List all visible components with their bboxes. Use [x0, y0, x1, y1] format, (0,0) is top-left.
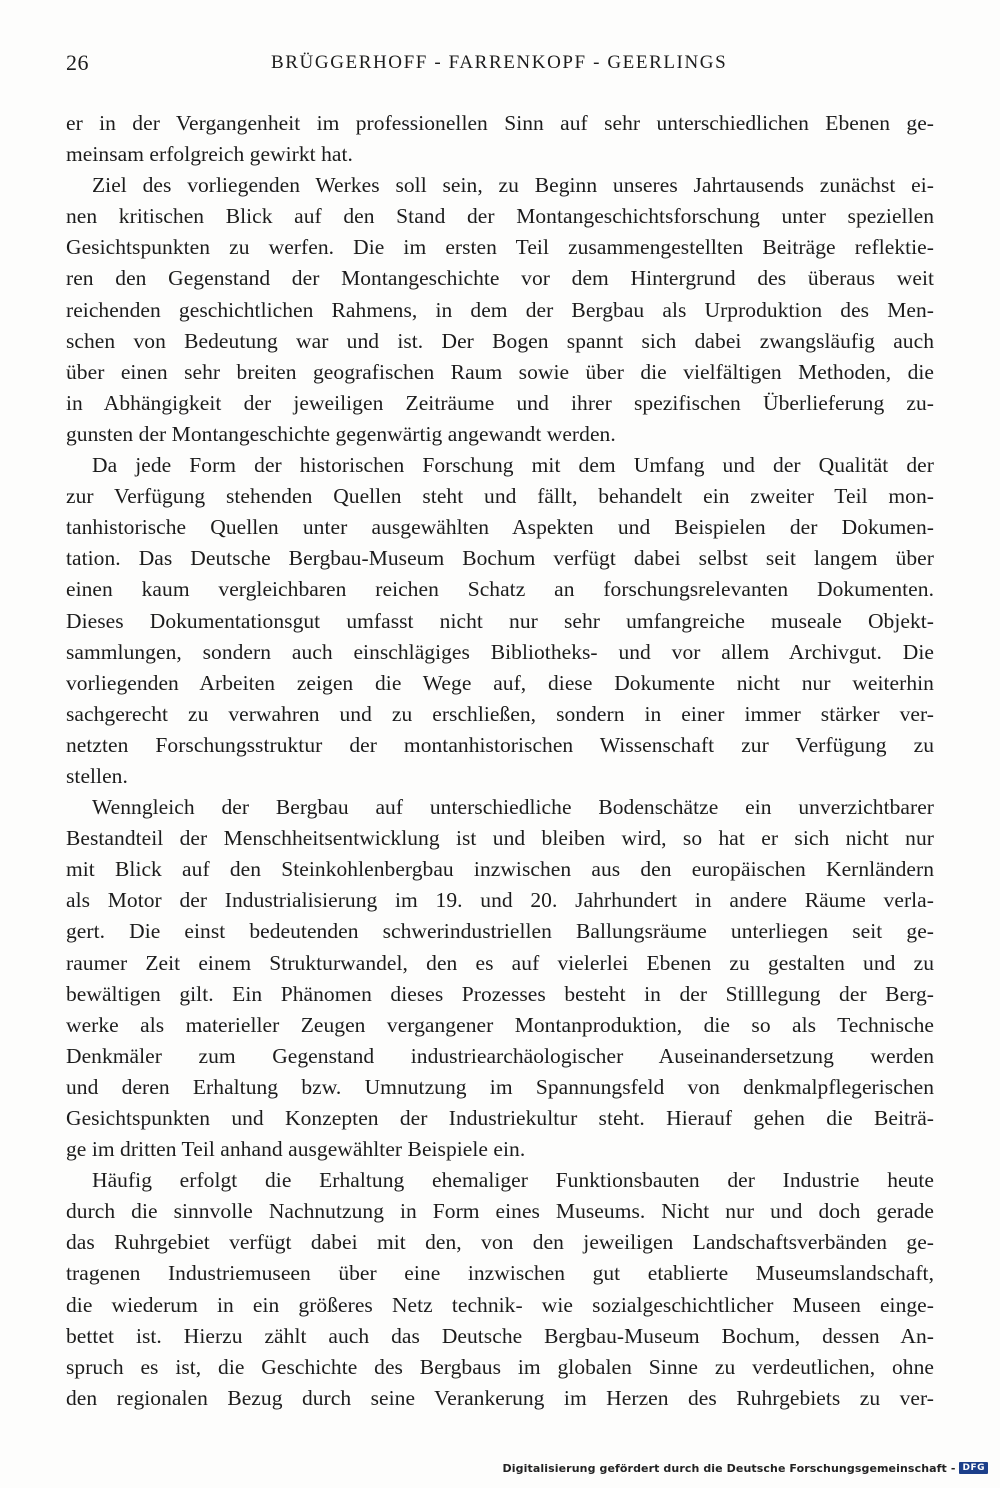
text-line: bettet ist. Hierzu zählt auch das Deutsche Bergbau-Museum Bochum, dessen An- — [66, 1323, 934, 1348]
text-line: tanhistorische Quellen unter ausgewählten Aspekten und Beispielen der Dokumen- — [66, 515, 934, 540]
text-line: raumer Zeit einem Strukturwandel, den es auf vielerlei Ebenen zu gestalten und zu — [66, 950, 934, 975]
text-line: Gesichtspunkten und Konzepten der Industriekultur steht. Hierauf gehen die Beiträ- — [66, 1106, 934, 1130]
text-line: er in der Vergangenheit im professionellen Sinn auf sehr unterschiedlichen Ebenen ge- — [66, 111, 934, 135]
text-line: sammlungen, sondern auch einschlägiges Bibliotheks- und vor allem Archivgut. Die — [66, 639, 934, 664]
text-line: den regionalen Bezug durch seine Verankerung im Herzen des Ruhrgebiets zu ver- — [66, 1385, 934, 1410]
dfg-logo: DFG — [959, 1462, 988, 1474]
text-line: Ziel des vorliegenden Werkes soll sein, zu Beginn unseres Jahrtausends zunächst ei- — [92, 173, 934, 198]
paragraph — [66, 170, 934, 450]
text-line: als Motor der Industrialisierung im 19. und 20. Jahrhundert in andere Räume verla- — [66, 888, 934, 913]
text-line: zur Verfügung stehenden Quellen steht und fällt, behandelt ein zweiter Teil mon- — [66, 484, 934, 509]
text-line: in Abhängigkeit der jeweiligen Zeiträume und ihrer spezifischen Überlieferung zu- — [66, 390, 934, 415]
paragraph — [66, 792, 934, 1165]
text-line: das Ruhrgebiet verfügt dabei mit den, von den jeweiligen Landschaftsverbänden ge- — [66, 1230, 934, 1255]
text-line: nen kritischen Blick auf den Stand der Montangeschichtsforschung unter speziellen — [66, 204, 934, 229]
text-line: spruch es ist, die Geschichte des Bergbaus im globalen Sinne zu verdeutlichen, ohne — [66, 1354, 934, 1379]
page-number: 26 — [66, 50, 89, 75]
text-line: vorliegenden Arbeiten zeigen die Wege auf, diese Dokumente nicht nur weiterhin — [66, 670, 934, 695]
body-text — [66, 108, 934, 1414]
text-line: schen von Bedeutung war und ist. Der Bogen spannt sich dabei zwangsläufig auch — [66, 328, 934, 353]
text-line: und deren Erhaltung bzw. Umnutzung im Spannungsfeld von denkmalpflegerischen — [66, 1074, 934, 1099]
text-line: reichenden geschichtlichen Rahmens, in dem der Bergbau als Urproduktion des Men- — [66, 297, 934, 322]
text-line: netzten Forschungsstruktur der montanhistorischen Wissenschaft zur Verfügung zu — [66, 732, 934, 757]
page-header — [66, 50, 934, 82]
text-line: ren den Gegenstand der Montangeschichte vor dem Hintergrund des überaus weit — [66, 266, 934, 291]
text-line: ge im dritten Teil anhand ausgewählter Beispiele ein. — [66, 1137, 526, 1162]
text-line: gert. Die einst bedeutenden schwerindustriellen Ballungsräume unterliegen seit ge- — [66, 919, 934, 944]
text-line: tragenen Industriemuseen über eine inzwischen gut etablierte Museumslandschaft, — [66, 1261, 934, 1286]
text-line: Bestandteil der Menschheitsentwicklung ist und bleiben wird, so hat er sich nicht nur — [66, 826, 934, 851]
text-line: Wenngleich der Bergbau auf unterschiedliche Bodenschätze ein unverzichtbarer — [92, 795, 934, 820]
text-line: die wiederum in ein größeres Netz technik- wie sozialgeschichtlicher Museen einge- — [66, 1292, 934, 1317]
text-line: Da jede Form der historischen Forschung mit dem Umfang und der Qualität der — [92, 453, 934, 478]
text-line: sachgerecht zu verwahren und zu erschließen, sondern in einer immer stärker ver- — [66, 701, 934, 726]
text-line: einen kaum vergleichbaren reichen Schatz an forschungsrelevanten Dokumenten. — [66, 577, 934, 602]
paragraph — [66, 450, 934, 792]
text-line: durch die sinnvolle Nachnutzung in Form eines Museums. Nicht nur und doch gerade — [66, 1199, 934, 1224]
paragraph — [66, 108, 934, 170]
text-line: Denkmäler zum Gegenstand industriearchäologischer Auseinandersetzung werden — [66, 1043, 934, 1068]
text-line: Dieses Dokumentationsgut umfasst nicht nur sehr umfangreiche museale Objekt- — [66, 608, 934, 633]
text-line: mit Blick auf den Steinkohlenbergbau inzwischen aus den europäischen Kernländern — [66, 857, 934, 882]
text-line: werke als materieller Zeugen vergangener Montanproduktion, die so als Technische — [66, 1012, 934, 1037]
text-line: stellen. — [66, 763, 128, 788]
text-line: bewältigen gilt. Ein Phänomen dieses Prozesses besteht in der Stilllegung der Berg- — [66, 981, 934, 1006]
paragraph — [66, 1165, 934, 1414]
text-line: Häufig erfolgt die Erhaltung ehemaliger Funktionsbauten der Industrie heute — [92, 1168, 934, 1193]
text-line: gunsten der Montangeschichte gegenwärtig angewandt werden. — [66, 421, 616, 446]
running-head: BRÜGGERHOFF - FARRENKOPF - GEERLINGS — [271, 52, 728, 73]
digitization-footer — [503, 1458, 988, 1478]
footer-credit: Digitalisierung gefördert durch die Deutsche Forschungsgemeinschaft - — [502, 1461, 956, 1475]
text-line: Gesichtspunkten zu werfen. Die im ersten Teil zusammengestellten Beiträge reflektie- — [66, 235, 934, 260]
text-line: meinsam erfolgreich gewirkt hat. — [66, 142, 353, 167]
text-line: tation. Das Deutsche Bergbau-Museum Bochum verfügt dabei selbst seit langem über — [66, 546, 934, 571]
text-line: über einen sehr breiten geografischen Raum sowie über die vielfältigen Methoden, die — [66, 359, 934, 384]
